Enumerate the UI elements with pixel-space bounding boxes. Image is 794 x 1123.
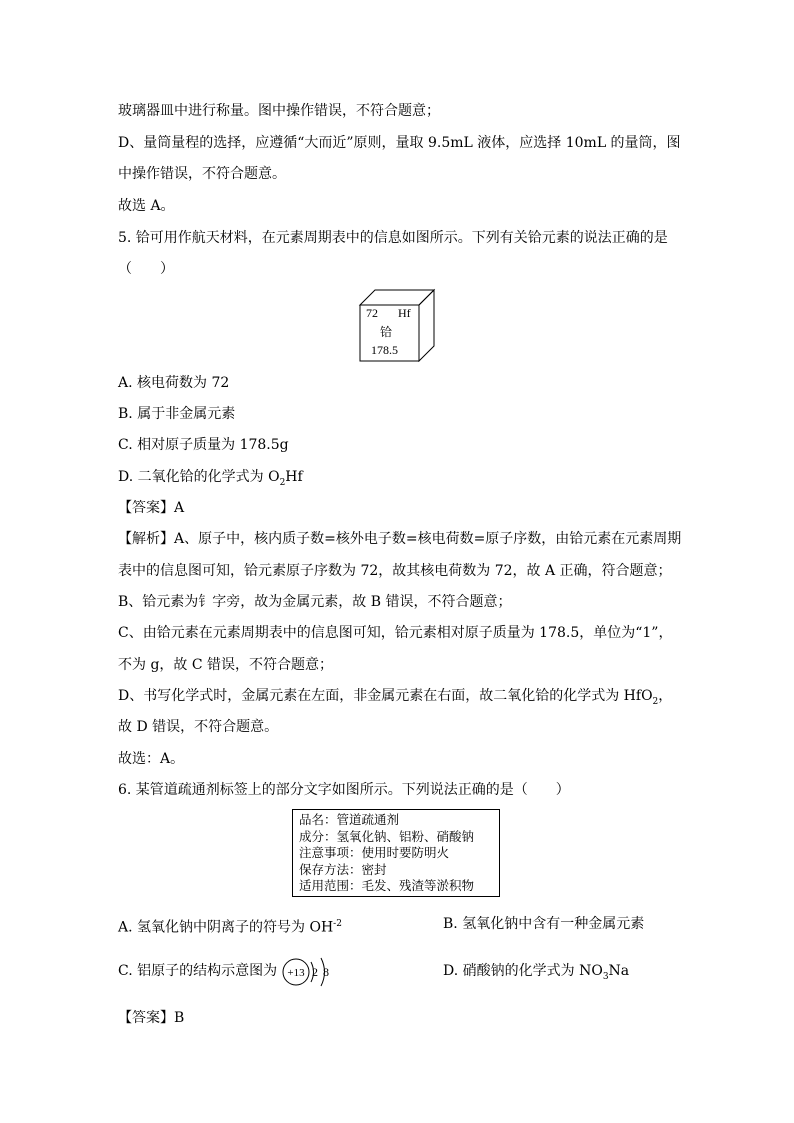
explanation-line: 【解析】A、原子中，核内质子数=核外电子数=核电荷数=原子序数，由铪元素在元素周期 [118,531,682,547]
option-c: C. 相对原子质量为 178.5g [118,437,289,453]
text-line: 中操作错误，不符合题意。 [118,166,286,182]
option-d-text: D. 二氧化铪的化学式为 O [118,469,280,485]
label-item: 注意事项：使用时要防明火 [299,845,450,860]
option-b: B. 属于非金属元素 [118,406,236,422]
label-item: 品名：管道疏通剂 [299,812,400,827]
atom-structure-diagram [280,955,340,989]
explanation-line: B、铪元素为钅字旁，故为金属元素，故 B 错误，不符合题意； [118,594,512,610]
answer-5: 【答案】A [118,500,185,516]
option-d-text-end: Na [608,963,630,979]
element-cell-figure [358,288,438,362]
atomic-mass: 178.5 [371,343,398,357]
cube-outline [358,288,438,362]
subscript: 2 [279,477,286,488]
explanation-line: 故 D 错误，不符合题意。 [118,719,279,735]
superscript: -2 [333,919,342,929]
explanation-line: 故选：A。 [118,751,185,767]
option-a [118,914,342,938]
explanation-line: 表中的信息图可知，铪元素原子序数为 72，故其核电荷数为 72，故 A 正确，符合题意； [118,563,672,579]
text-line: 玻璃器皿中进行称量。图中操作错误，不符合题意； [118,103,440,119]
shell-2-electrons: 8 [323,965,329,979]
explanation-text-end: ， [658,688,673,704]
shell-1-electrons: 2 [312,965,318,979]
question-5-bracket: （ ） [118,261,174,277]
explanation-text: D、书写化学式时，金属元素在左面，非金属元素在右面，故二氧化铪的化学式为 HfO [118,688,653,704]
option-d [443,961,629,987]
option-a-text: A. 氢氧化钠中阴离子的符号为 OH [118,919,334,936]
option-b: B. 氢氧化钠中含有一种金属元素 [443,916,645,932]
subscript: 3 [602,971,609,982]
subscript: 2 [652,696,659,707]
explanation-line: C、由铪元素在元素周期表中的信息图可知，铪元素相对原子质量为 178.5，单位为“1”， [118,625,673,641]
product-label [292,809,500,897]
atom-diagram-svg [280,955,340,989]
option-c: C. 铝原子的结构示意图为 [118,963,278,979]
question-5: 5. 铪可用作航天材料，在元素周期表中的信息如图所示。下列有关铪元素的说法正确的是 [118,230,668,246]
explanation-line [118,686,672,712]
element-symbol: Hf [398,306,411,320]
atomic-number: 72 [366,306,378,320]
element-name: 铪 [380,325,393,339]
text-line: 故选 A。 [118,198,175,214]
label-item: 适用范围：毛发、残渣等淤积物 [299,878,475,893]
text-line: D、量筒量程的选择，应遵循“大而近”原则，量取 9.5mL 液体，应选择 10mL 的量筒，图 [118,135,681,151]
question-6: 6. 某管道疏通剂标签上的部分文字如图所示。下列说法正确的是（ ） [118,782,570,798]
label-item: 保存方法：密封 [299,861,387,877]
answer-6: 【答案】B [118,1010,185,1026]
label-item: 成分：氢氧化钠、铝粉、硝酸钠 [299,828,475,844]
option-d-text: D. 硝酸钠的化学式为 NO [443,963,603,979]
explanation-line: 不为 g，故 C 错误，不符合题意； [118,657,334,673]
option-d-text-end: Hf [285,469,303,485]
option-d [118,467,303,493]
nucleus-charge: +13 [287,967,305,979]
option-a: A. 核电荷数为 72 [118,375,230,391]
